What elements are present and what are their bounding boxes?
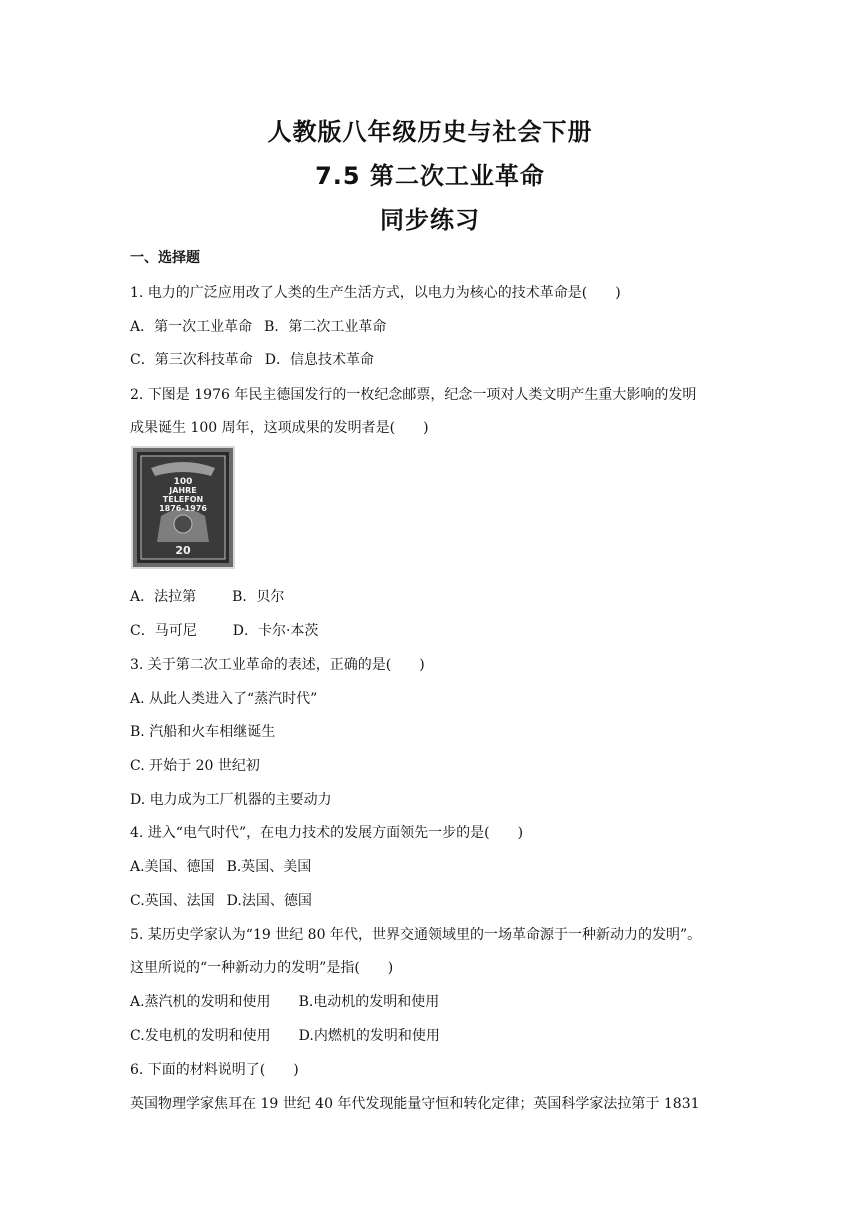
q3-option-c: C. 开始于 20 世纪初 [130,758,260,774]
q5-stem-line2: 这里所说的“一种新动力的发明”是指( ) [130,960,394,976]
q1-option-d: D．信息技术革命 [264,352,374,368]
telephone-stamp-image [131,446,235,569]
q3-option-d: D. 电力成为工厂机器的主要动力 [130,792,332,808]
q4-option-d: D.法国、德国 [226,893,312,909]
stamp-value: 20 [175,544,191,557]
stamp-text-jahre: JAHRE [169,486,197,495]
doc-subtitle: 同步练习 [380,206,480,234]
q3-stem: 3. 关于第二次工业革命的表述，正确的是( ) [130,657,425,673]
q4-option-c: C.英国、法国 [130,893,215,909]
q3-option-b: B. 汽船和火车相继诞生 [130,724,276,740]
q1-options-row1 [130,316,386,336]
q2-option-a: A．法拉第 [130,589,197,605]
q2-option-b: B．贝尔 [232,589,285,605]
q1-option-b: B．第二次工业革命 [264,319,387,335]
q1-stem: 1. 电力的广泛应用改了人类的生产生活方式，以电力为核心的技术革命是( ) [130,285,621,301]
q5-option-b: B.电动机的发明和使用 [298,994,440,1010]
q5-options-row2 [130,1025,440,1045]
q4-stem: 4. 进入“电气时代”，在电力技术的发展方面领先一步的是( ) [130,825,524,841]
q2-options-row1 [130,586,284,606]
q2-option-d: D．卡尔·本茨 [232,623,319,639]
q6-stem: 6. 下面的材料说明了( ) [130,1062,299,1078]
q4-options-row1 [130,856,311,876]
q1-options-row2 [130,349,374,369]
q2-stem-line1: 2. 下图是 1976 年民主德国发行的一枚纪念邮票，纪念一项对人类文明产生重大影响的发明 [130,387,697,403]
q1-option-a: A．第一次工业革命 [130,319,253,335]
stamp-text-100: 100 [173,477,193,487]
q5-option-c: C.发电机的发明和使用 [130,1028,271,1044]
q5-option-d: D.内燃机的发明和使用 [298,1028,440,1044]
q5-options-row1 [130,991,439,1011]
doc-title: 人教版八年级历史与社会下册 [267,118,593,146]
section-heading: 一、选择题 [130,250,200,266]
q1-option-c: C．第三次科技革命 [130,352,253,368]
q3-option-a: A. 从此人类进入了“蒸汽时代” [130,691,318,707]
q5-stem-line1: 5. 某历史学家认为“19 世纪 80 年代，世界交通领域里的一场革命源于一种新动力的发明”。 [130,927,702,943]
q2-options-row2 [130,620,318,640]
q4-options-row2 [130,890,312,910]
q4-option-b: B.英国、美国 [226,859,312,875]
doc-lesson-title: 7.5 第二次工业革命 [315,162,545,190]
q6-material: 英国物理学家焦耳在 19 世纪 40 年代发现能量守恒和转化定律；英国科学家法拉第于 1831 [130,1096,700,1112]
stamp-text-years: 1876-1976 [159,504,207,513]
q5-option-a: A.蒸汽机的发明和使用 [130,994,271,1010]
q2-stem-line2: 成果诞生 100 周年，这项成果的发明者是( ) [130,420,429,436]
stamp-text-telefon: TELEFON [162,495,204,504]
q4-option-a: A.美国、德国 [130,859,215,875]
q2-option-c: C．马可尼 [130,623,197,639]
